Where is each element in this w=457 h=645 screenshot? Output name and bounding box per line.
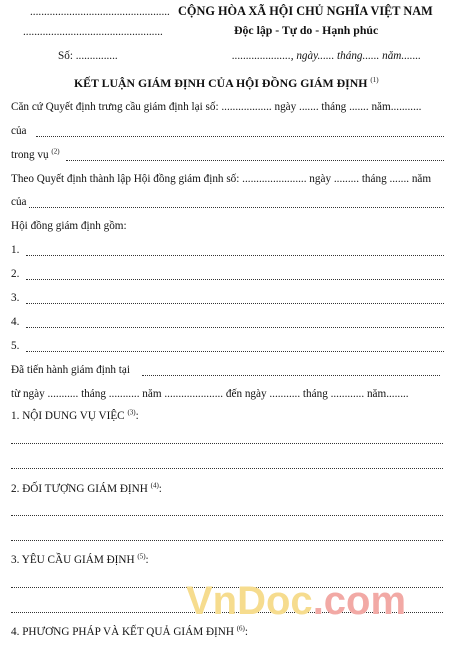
line-cua2-label: của: [11, 196, 27, 208]
section-1-note: (3): [127, 408, 136, 417]
line-cua2-field[interactable]: [29, 207, 444, 208]
date-month-blank: ......: [362, 50, 380, 62]
section-4-label: 4. PHƯƠNG PHÁP VÀ KẾT QUẢ GIÁM ĐỊNH: [11, 626, 234, 638]
watermark-part-2: .com: [312, 579, 407, 623]
member-field-1[interactable]: [26, 255, 444, 256]
member-label-5: 5.: [11, 340, 20, 352]
line-da-tien-hanh: Đã tiến hành giám định tại: [11, 364, 130, 376]
section-2-label: 2. ĐỐI TƯỢNG GIÁM ĐỊNH: [11, 483, 148, 495]
title-text: KẾT LUẬN GIÁM ĐỊNH CỦA HỘI ĐỒNG GIÁM ĐỊNH: [74, 76, 368, 90]
section-4-note: (6): [236, 624, 245, 633]
agency-line-1: ..................................................: [30, 6, 170, 18]
agency-line-2: ..................................................: [23, 26, 163, 38]
trong-vu-field[interactable]: [66, 160, 444, 161]
line-can-cu: Căn cứ Quyết định trưng cầu giám định lại số: .................. ngày ....... tháng ....... năm...........: [11, 101, 422, 113]
section-4-heading: 4. PHƯƠNG PHÁP VÀ KẾT QUẢ GIÁM ĐỊNH $^{(6)}$:: [11, 624, 248, 638]
date-year-blank: .......: [401, 50, 421, 62]
section-3-note: (5): [137, 552, 146, 561]
date-day-blank: ......: [317, 50, 335, 62]
motto: Độc lập - Tự do - Hạnh phúc: [234, 23, 379, 37]
title-note: (1): [370, 76, 379, 85]
section-2-field-2[interactable]: [11, 540, 443, 541]
number-label: Số:: [58, 50, 73, 62]
line-cua-field[interactable]: [36, 136, 444, 137]
section-3-label: 3. YÊU CẦU GIÁM ĐỊNH: [11, 554, 135, 566]
line-tu-ngay: từ ngày ........... tháng ........... năm ..................... đến ngày ........... tháng ............ năm........: [11, 388, 409, 400]
section-1-heading: 1. NỘI DUNG VỤ VIỆC $^{(3)}$:: [11, 408, 139, 422]
member-field-2[interactable]: [26, 279, 444, 280]
member-field-3[interactable]: [26, 303, 444, 304]
section-2-field-1[interactable]: [11, 515, 443, 516]
section-3-heading: 3. YÊU CẦU GIÁM ĐỊNH $^{(5)}$:: [11, 552, 149, 566]
country-name: CỘNG HÒA XÃ HỘI CHỦ NGHĨA VIỆT NAM: [178, 4, 433, 18]
vndoc-watermark: [186, 581, 406, 621]
trong-vu-note: (2): [51, 147, 60, 156]
line-trong-vu: [11, 149, 60, 162]
date-month-label: tháng: [337, 50, 363, 62]
date-year-label: năm: [382, 50, 402, 62]
date-place: [232, 50, 421, 63]
council-label: Hội đồng giám định gồm:: [11, 220, 127, 232]
member-label-3: 3.: [11, 292, 20, 304]
number-blank: ...............: [75, 50, 118, 62]
line-theo-qd: Theo Quyết định thành lập Hội đồng giám định số: ....................... ngày ......... tháng ....... năm: [11, 173, 432, 185]
document-title: [74, 76, 379, 90]
section-1-field-2[interactable]: [11, 468, 443, 469]
watermark-part-1: VnDoc: [186, 579, 313, 623]
date-day-label: ngày: [296, 50, 318, 62]
date-place-blank: .....................,: [232, 50, 294, 62]
line-cua-label: của: [11, 125, 27, 137]
section-1-field-1[interactable]: [11, 443, 443, 444]
location-field[interactable]: [142, 375, 440, 376]
member-field-4[interactable]: [26, 327, 444, 328]
section-2-heading: 2. ĐỐI TƯỢNG GIÁM ĐỊNH $^{(4)}$:: [11, 481, 162, 495]
member-label-2: 2.: [11, 268, 20, 280]
member-field-5[interactable]: [26, 351, 444, 352]
member-label-4: 4.: [11, 316, 20, 328]
section-2-note: (4): [150, 481, 159, 490]
member-label-1: 1.: [11, 244, 20, 256]
section-1-label: 1. NỘI DUNG VỤ VIỆC: [11, 410, 125, 422]
trong-vu-label: trong vụ: [11, 149, 49, 161]
document-number: [58, 50, 118, 63]
